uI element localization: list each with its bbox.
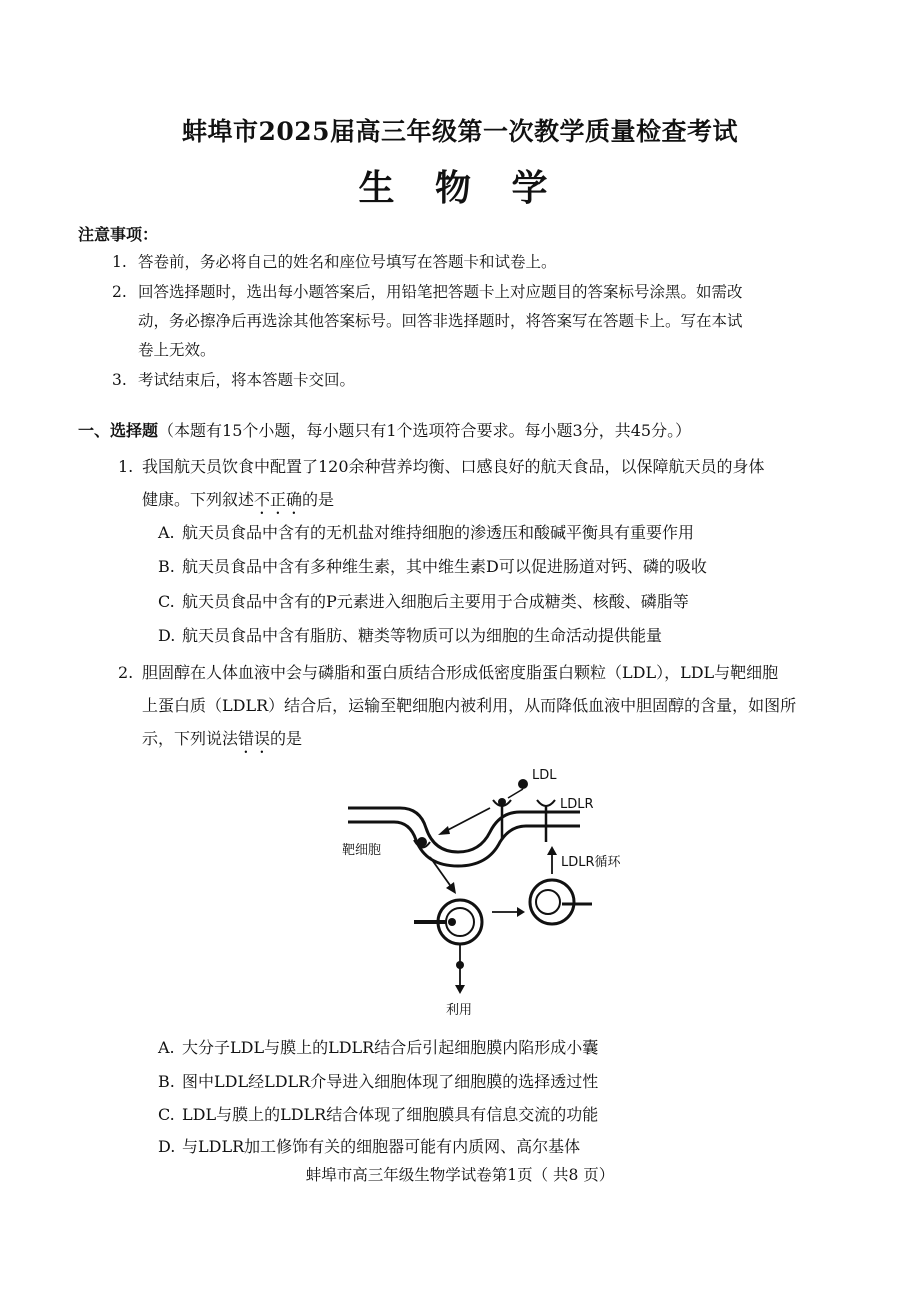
option-text: 航天员食品中含有脂肪、糖类等物质可以为细胞的生命活动提供能量 [182,626,663,645]
section-desc: （本题有15个小题，每小题只有1个选项符合要求。每小题3分，共45分。） [158,421,692,440]
diagram-label-cycle: LDLR循环 [561,855,621,870]
section-label: 一、选择题 [78,421,159,440]
question-2-stem [118,656,842,757]
diagram-label-ldlr: LDLR [560,797,594,812]
question-text: 的是 [302,490,335,509]
note-number: 3. [112,371,127,389]
question-1-option-a [158,521,858,545]
option-label: D. [158,626,176,645]
note-number: 2. [112,283,127,301]
question-text: 的是 [270,729,303,748]
note-item [112,248,842,277]
page-footer: 蚌埠市高三年级生物学试卷第1页（ 共8 页） [305,1166,615,1184]
option-label: D. [158,1137,176,1156]
note-item [112,278,842,365]
note-text: 考试结束后，将本答题卡交回。 [138,371,356,389]
subject-title: 生 物 学 [358,167,562,209]
note-text: 动，务必擦净后再选涂其他答案标号。回答非选择题时，将答案写在答题卡上。写在本试 [138,312,743,330]
note-text: 卷上无效。 [138,341,216,359]
option-text: 大分子LDL与膜上的LDLR结合后引起细胞膜内陷形成小囊 [182,1038,599,1057]
ldl-uptake-diagram [330,762,650,1022]
option-text: 航天员食品中含有的无机盐对维持细胞的渗透压和酸碱平衡具有重要作用 [182,523,695,542]
emphasis-text: 错误 [238,729,271,748]
notes-heading: 注意事项： [78,225,159,244]
question-text: 胆固醇在人体血液中会与磷脂和蛋白质结合形成低密度脂蛋白颗粒（LDL），LDL与靶细胞 [142,663,779,682]
diagram-label-ldl: LDL [532,768,557,783]
option-text: 图中LDL经LDLR介导进入细胞体现了细胞膜的选择透过性 [182,1072,599,1091]
question-1-stem [118,450,842,518]
note-text: 答卷前，务必将自己的姓名和座位号填写在答题卡和试卷上。 [138,253,557,271]
option-label: A. [158,1038,175,1057]
option-text: 航天员食品中含有多种维生素，其中维生素D可以促进肠道对钙、磷的吸收 [182,557,707,576]
ldl-particle [518,779,528,789]
question-text: 健康。下列叙述 [142,490,255,509]
option-text: 航天员食品中含有的P元素进入细胞后主要用于合成糖类、核酸、磷脂等 [182,592,689,611]
note-text: 回答选择题时，选出每小题答案后，用铅笔把答题卡上对应题目的答案标号涂黑。如需改 [138,283,743,301]
question-text: 上蛋白质（LDLR）结合后，运输至靶细胞内被利用，从而降低血液中胆固醇的含量，如图所 [142,696,797,715]
question-1-option-d [158,624,858,648]
exam-title: 蚌埠市2025届高三年级第一次教学质量检查考试 [181,117,739,146]
diagram-label-cell: 靶细胞 [342,843,382,858]
question-number: 1. [118,457,134,476]
option-text: 与LDLR加工修饰有关的细胞器可能有内质网、高尔基体 [182,1137,581,1156]
question-text: 我国航天员饮食中配置了120余种营养均衡、口感良好的航天食品，以保障航天员的身体 [142,457,765,476]
question-text: 示，下列说法 [142,729,239,748]
diagram-label-use: 利用 [446,1003,473,1018]
option-label: C. [158,592,175,611]
option-text: LDL与膜上的LDLR结合体现了细胞膜具有信息交流的功能 [182,1105,599,1124]
question-2-option-d [158,1135,858,1159]
section-heading [78,418,858,441]
note-item [112,366,842,395]
question-2-option-b [158,1070,858,1094]
question-2-option-c [158,1103,858,1127]
question-number: 2. [118,663,134,682]
emphasis-text: 不正确 [254,490,303,509]
question-1-option-b [158,555,858,579]
option-label: B. [158,1072,175,1091]
option-label: B. [158,557,175,576]
option-label: C. [158,1105,175,1124]
option-label: A. [158,523,175,542]
question-1-option-c [158,590,858,614]
note-number: 1. [112,253,127,271]
question-2-option-a [158,1036,858,1060]
